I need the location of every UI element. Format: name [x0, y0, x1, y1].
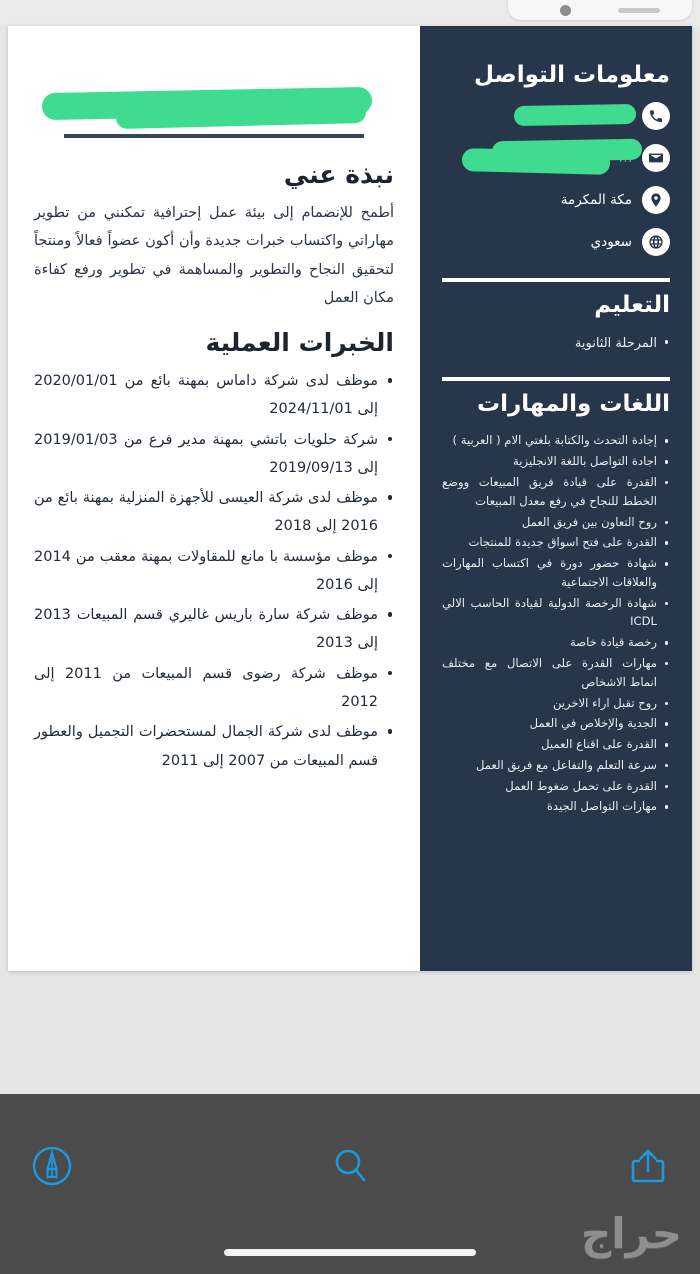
globe-icon: [642, 228, 670, 256]
skill-item: إجادة التحدث والكتابة بلغتي الام ( العربية ): [442, 431, 670, 450]
skill-item: اجادة التواصل باللغة الانجليزية: [442, 452, 670, 471]
contact-row-city: [442, 186, 670, 214]
name-underline-rule: [64, 134, 364, 138]
skill-item: الجدية والإخلاص في العمل: [442, 714, 670, 733]
experience-item: موظف لدى شركة الجمال لمستحضرات التجميل والعطور قسم المبيعات من 2007 إلى 2011: [34, 718, 394, 775]
floating-toolbar-peek[interactable]: [508, 0, 692, 20]
candidate-name-block: [34, 48, 394, 144]
skill-item: شهادة الرخصة الدولية لقيادة الحاسب الالي ICDL: [442, 594, 670, 632]
phone-icon: [642, 102, 670, 130]
sidebar-divider-2: [442, 377, 670, 381]
contact-section-title: معلومات التواصل: [474, 62, 670, 88]
contact-row-phone: [442, 102, 670, 130]
skill-item: سرعة التعلم والتفاعل مع فريق العمل: [442, 756, 670, 775]
education-section-title: التعليم: [594, 292, 670, 318]
home-indicator[interactable]: [224, 1249, 476, 1256]
contact-row-nationality: [442, 228, 670, 256]
status-strip: [0, 0, 700, 26]
about-section-text: أطمح للإنضمام إلى بيئة عمل إحترافية تمكنني من تطوير مهاراتي واكتساب خبرات جديدة وأن أكون عضواً فعالاً ومنتجاً لتحقيق النجاح والتطوير والمساهمة في تطوير ورفع كفاءة مكان العمل: [34, 205, 394, 306]
skills-section-title: اللغات والمهارات: [477, 391, 670, 418]
skill-item: روح تقبل اراء الاخرين: [442, 694, 670, 713]
skill-item: مهارات التواصل الجيدة: [442, 797, 670, 816]
resume-sidebar: [420, 26, 692, 971]
experience-item: موظف لدى شركة العيسى للأجهزة المنزلية بمهنة بائع من 2016 إلى 2018: [34, 484, 394, 541]
redaction-mark-email-b: [462, 148, 611, 175]
experience-list: [34, 367, 394, 775]
contact-city-value: مكة المكرمة: [560, 192, 632, 208]
experience-item: موظف شركة سارة باريس غاليري قسم المبيعات 2013 إلى 2013: [34, 601, 394, 658]
search-button[interactable]: [322, 1138, 378, 1194]
sidebar-divider-1: [442, 278, 670, 282]
experience-section-title: الخبرات العملية: [205, 328, 394, 358]
share-button[interactable]: [620, 1138, 676, 1194]
redaction-mark-name-b: [116, 101, 366, 129]
toolbar-dot-icon: [560, 5, 571, 16]
experience-item: موظف شركة رضوى قسم المبيعات من 2011 إلى 2012: [34, 660, 394, 717]
about-section-title: نبذة عني: [283, 160, 394, 189]
experience-item: موظف مؤسسة با مانع للمقاولات بمهنة معقب من 2014 إلى 2016: [34, 543, 394, 600]
skills-list: [442, 431, 670, 816]
markup-pen-button[interactable]: [24, 1138, 80, 1194]
skill-item: روح التعاون بين فريق العمل: [442, 513, 670, 532]
experience-item: شركة حلويات باتشي بمهنة مدير فرع من 2019/01/03 إلى 2019/09/13: [34, 426, 394, 483]
resume-main-column: [8, 26, 420, 971]
envelope-icon: [642, 144, 670, 172]
education-item: المرحلة الثانوية: [442, 332, 670, 355]
site-watermark: حراج: [580, 1209, 682, 1258]
contact-row-email: [442, 144, 670, 172]
education-list: [442, 332, 670, 355]
skill-item: القدرة على فتح اسواق جديدة للمنتجات: [442, 533, 670, 552]
toolbar-bar-icon: [618, 8, 660, 13]
skill-item: مهارات القدرة على الاتصال مع مختلف انماط الاشخاص: [442, 654, 670, 692]
redaction-mark-phone: [514, 104, 636, 126]
experience-item: موظف لدى شركة داماس بمهنة بائع من 2020/01/01 إلى 2024/11/01: [34, 367, 394, 424]
skill-item: القدرة على تحمل ضغوط العمل: [442, 777, 670, 796]
location-pin-icon: [642, 186, 670, 214]
skill-item: القدرة على اقناع العميل: [442, 735, 670, 754]
resume-document: [8, 26, 692, 971]
bottom-toolbar: [0, 1094, 700, 1274]
skill-item: رخصة قيادة خاصة: [442, 633, 670, 652]
skill-item: القدرة على قيادة فريق المبيعات ووضع الخطط للنجاح في رفع معدل المبيعات: [442, 473, 670, 511]
contact-nationality-value: سعودي: [590, 234, 632, 250]
skill-item: شهادة حضور دورة في اكتساب المهارات والعلاقات الاجتماعية: [442, 554, 670, 592]
